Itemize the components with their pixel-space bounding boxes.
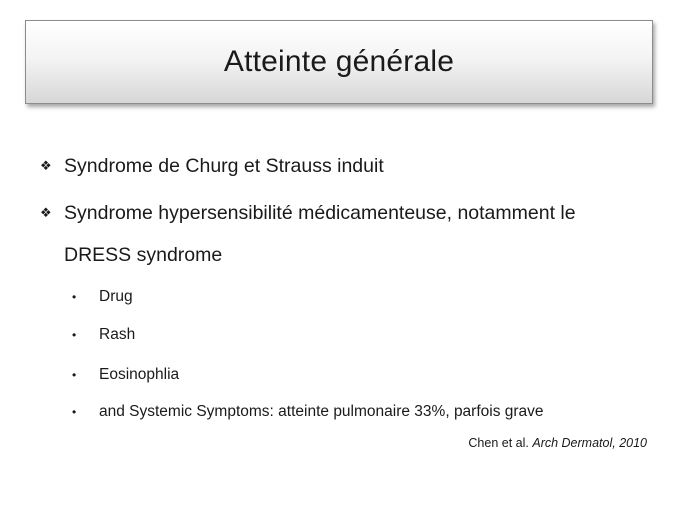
dot-bullet-icon: • xyxy=(72,290,77,304)
sub-bullet-item xyxy=(72,324,135,346)
slide-title: Atteinte générale xyxy=(223,45,455,78)
citation xyxy=(468,436,647,450)
diamond-bullet-icon: ❖ xyxy=(40,158,52,173)
bullet-item xyxy=(40,192,644,276)
sub-bullet-text: Rash xyxy=(99,326,136,343)
bullet-text: Syndrome hypersensibilité médicamenteuse, notamment le DRESS syndrome xyxy=(64,202,576,266)
dot-bullet-icon: • xyxy=(72,328,77,342)
sub-bullet-text: Eosinophlia xyxy=(99,366,180,383)
dot-bullet-icon: • xyxy=(72,405,77,419)
dot-bullet-icon: • xyxy=(72,368,77,382)
title-banner xyxy=(25,20,653,104)
citation-authors: Chen et al. xyxy=(468,436,529,450)
sub-bullet-item xyxy=(72,364,179,386)
sub-bullet-item xyxy=(72,401,544,423)
sub-bullet-text: Drug xyxy=(99,288,133,305)
sub-bullet-text: and Systemic Symptoms: atteinte pulmonaire 33%, parfois grave xyxy=(99,403,544,420)
bullet-item xyxy=(40,145,644,187)
bullet-text: Syndrome de Churg et Strauss induit xyxy=(64,155,384,177)
diamond-bullet-icon: ❖ xyxy=(40,205,52,220)
sub-bullet-item xyxy=(72,286,133,308)
citation-journal: Arch Dermatol, 2010 xyxy=(532,436,647,450)
